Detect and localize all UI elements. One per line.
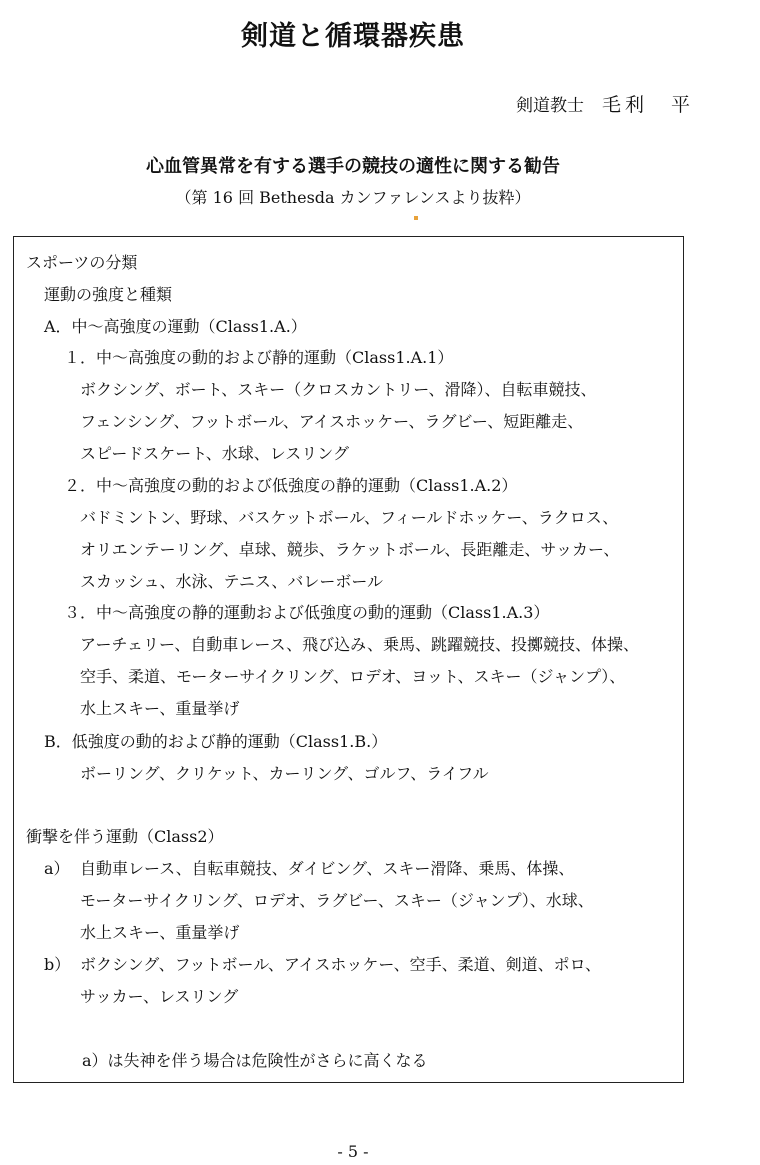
class-a3-line: 水上スキー、重量挙げ [80,699,240,718]
impact-a-line: 自動車レース、自転車競技、ダイビング、スキー滑降、乗馬、体操、 [80,859,575,878]
class-a3-line: 空手、柔道、モーターサイクリング、ロデオ、ヨット、スキー（ジャンプ）、 [80,667,626,686]
class-a1-line: フェンシング、フットボール、アイスホッケー、ラグビー、短距離走、 [80,412,584,431]
author-name: 毛利 平 [601,94,694,116]
class-a2-line: バドミントン、野球、バスケットボール、フィールドホッケー、ラクロス、 [80,508,619,527]
source-note: （第 16 回 Bethesda カンファレンスより抜粋） [175,188,531,207]
class-a2-line: オリエンテーリング、卓球、競歩、ラケットボール、長距離走、サッカー、 [80,540,620,559]
classification-heading: スポーツの分類 [26,253,138,272]
author-role: 剣道教士 [515,96,584,116]
class-b-heading: B．低強度の動的および静的運動（Class1.B.） [44,732,388,751]
class-a3-line: アーチェリー、自動車レース、飛び込み、乗馬、跳躍競技、投擲競技、体操、 [80,635,640,654]
author-line [516,90,694,117]
impact-a-line: 水上スキー、重量挙げ [80,923,240,942]
class-b-line: ボーリング、クリケット、カーリング、ゴルフ、ライフル [80,764,489,783]
impact-b-line: サッカー、レスリング [80,987,239,1006]
page-title: 剣道と循環器疾患 [241,21,465,52]
subtitle: 心血管異常を有する選手の競技の適性に関する勧告 [146,156,560,177]
impact-note: a）は失神を伴う場合は危険性がさらに高くなる [82,1051,428,1070]
class-a2-heading: ２．中～高強度の動的および低強度の静的運動（Class1.A.2） [64,476,518,495]
impact-heading: 衝撃を伴う運動（Class2） [26,827,224,846]
class-a3-heading: ３．中～高強度の静的運動および低強度の動的運動（Class1.A.3） [64,603,550,622]
classification-box [13,236,684,1083]
impact-b-line: ボクシング、フットボール、アイスホッケー、空手、柔道、剣道、ポロ、 [80,955,602,974]
class-a2-line: スカッシュ、水泳、テニス、バレーボール [80,572,384,591]
intensity-heading: 運動の強度と種類 [44,285,173,304]
class-a1-line: スピードスケート、水球、レスリング [80,444,349,463]
class-a1-line: ボクシング、ボート、スキー（クロスカントリー、滑降）、自転車競技、 [80,380,597,399]
impact-a-line: モーターサイクリング、ロデオ、ラグビー、スキー（ジャンプ）、水球、 [80,891,594,910]
impact-a-label: a） [44,859,70,878]
class-a-heading: A．中～高強度の運動（Class1.A.） [44,317,307,336]
page-number: - 5 - [337,1142,369,1161]
class-a1-heading: １．中～高強度の動的および静的運動（Class1.A.1） [64,348,454,367]
impact-b-label: b） [44,955,71,974]
ink-dot [414,216,418,220]
